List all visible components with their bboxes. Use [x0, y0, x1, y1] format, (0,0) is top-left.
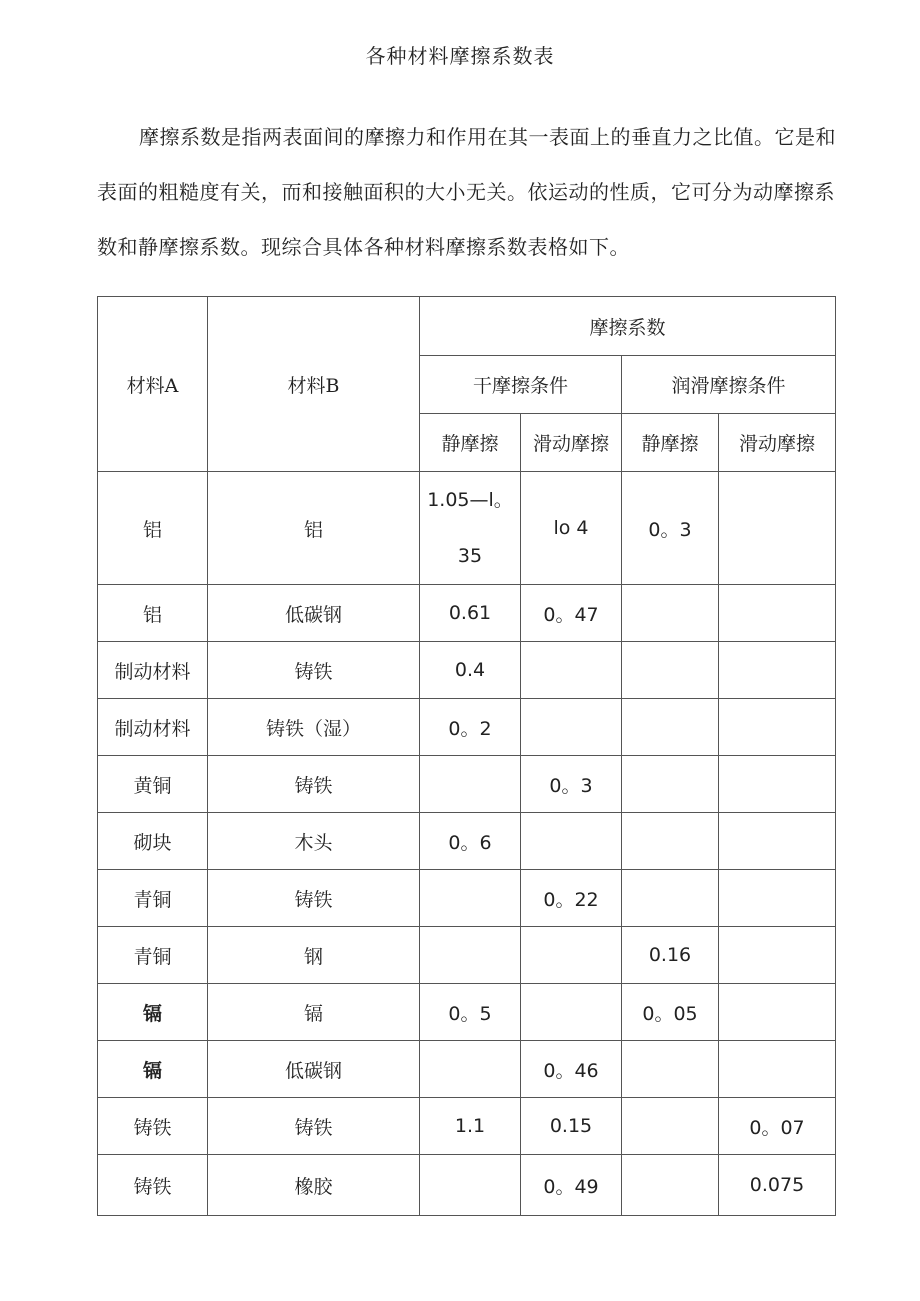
- cell-material-b: 钢: [208, 927, 420, 984]
- cell-dry-sliding: 0。47: [521, 585, 622, 642]
- cell-dry-static: 0。6: [420, 813, 521, 870]
- cell-dry-static: [420, 472, 521, 585]
- cell-dry-sliding: [521, 984, 622, 1041]
- cell-lub-static: [622, 1041, 719, 1098]
- cell-material-a: 铸铁: [98, 1155, 208, 1216]
- cell-lub-sliding: [719, 585, 836, 642]
- cell-material-a: 黄铜: [98, 756, 208, 813]
- cell-lub-sliding: [719, 870, 836, 927]
- cell-material-b: 低碳钢: [208, 585, 420, 642]
- cell-material-b: 铸铁: [208, 870, 420, 927]
- cell-lub-static: [622, 1155, 719, 1216]
- cell-material-b: 铸铁: [208, 1098, 420, 1155]
- table-row: [98, 642, 836, 699]
- cell-lub-static: [622, 642, 719, 699]
- cell-dry-sliding: 0。3: [521, 756, 622, 813]
- table-row: [98, 585, 836, 642]
- cell-material-b: 铸铁: [208, 756, 420, 813]
- header-dry-sliding: 滑动摩擦: [521, 414, 622, 472]
- cell-material-b: 铝: [208, 472, 420, 585]
- table-row: [98, 472, 836, 585]
- cell-dry-static: 0.61: [420, 585, 521, 642]
- cell-lub-static: [622, 699, 719, 756]
- cell-lub-static: [622, 585, 719, 642]
- cell-dry-static: [420, 927, 521, 984]
- cell-material-a: 铸铁: [98, 1098, 208, 1155]
- cell-lub-static: 0。05: [622, 984, 719, 1041]
- header-friction-coefficient: 摩擦系数: [420, 297, 836, 356]
- cell-lub-sliding: [719, 699, 836, 756]
- header-material-a: 材料A: [98, 297, 208, 472]
- cell-lub-sliding: [719, 472, 836, 585]
- cell-lub-sliding: [719, 1041, 836, 1098]
- cell-dry-static: 0.4: [420, 642, 521, 699]
- table-row: [98, 870, 836, 927]
- cell-dry-sliding: 0。49: [521, 1155, 622, 1216]
- cell-dry-static-line-1: 1.05—l。: [427, 489, 513, 511]
- cell-material-a: 青铜: [98, 870, 208, 927]
- cell-dry-sliding: 0。22: [521, 870, 622, 927]
- cell-material-b: 铸铁: [208, 642, 420, 699]
- table-header-row: [98, 297, 836, 356]
- cell-dry-sliding: 0。46: [521, 1041, 622, 1098]
- cell-material-b: 橡胶: [208, 1155, 420, 1216]
- cell-lub-static: [622, 1098, 719, 1155]
- cell-material-a: 砌块: [98, 813, 208, 870]
- table-row: [98, 1041, 836, 1098]
- cell-dry-static: [420, 870, 521, 927]
- cell-lub-sliding: [719, 642, 836, 699]
- document-title: 各种材料摩擦系数表: [365, 44, 555, 68]
- header-lub-sliding: 滑动摩擦: [719, 414, 836, 472]
- friction-table: [97, 296, 836, 1216]
- table-row: [98, 756, 836, 813]
- cell-material-b: 低碳钢: [208, 1041, 420, 1098]
- cell-dry-static: [420, 1155, 521, 1216]
- table-row: [98, 927, 836, 984]
- cell-dry-sliding: [521, 699, 622, 756]
- cell-dry-sliding: 0.15: [521, 1098, 622, 1155]
- cell-dry-static: 0。5: [420, 984, 521, 1041]
- cell-material-a: 镉: [98, 984, 208, 1041]
- cell-lub-sliding: [719, 984, 836, 1041]
- cell-material-a: 镉: [98, 1041, 208, 1098]
- table-row: [98, 1098, 836, 1155]
- cell-material-b: 木头: [208, 813, 420, 870]
- cell-dry-static: [420, 756, 521, 813]
- cell-lub-static: [622, 870, 719, 927]
- cell-dry-static: [420, 1041, 521, 1098]
- cell-lub-static: [622, 756, 719, 813]
- cell-dry-static-line-2: 35: [457, 545, 483, 567]
- table-row: [98, 699, 836, 756]
- header-dry-static: 静摩擦: [420, 414, 521, 472]
- intro-paragraph: 摩擦系数是指两表面间的摩擦力和作用在其一表面上的垂直力之比值。它是和表面的粗糙度有关，而和接触面积的大小无关。依运动的性质，它可分为动摩擦系数和静摩擦系数。现综合具体各种材料摩擦系数表格如下。: [97, 125, 836, 259]
- cell-lub-sliding: [719, 756, 836, 813]
- cell-lub-sliding: [719, 927, 836, 984]
- cell-dry-sliding: [521, 813, 622, 870]
- cell-lub-sliding: 0。07: [719, 1098, 836, 1155]
- cell-dry-static: 0。2: [420, 699, 521, 756]
- header-dry-condition: 干摩擦条件: [420, 356, 622, 414]
- cell-material-b: 铸铁（湿）: [208, 699, 420, 756]
- cell-material-b: 镉: [208, 984, 420, 1041]
- cell-dry-sliding: lo 4: [521, 472, 622, 585]
- cell-lub-static: [622, 813, 719, 870]
- cell-lub-static: 0。3: [622, 472, 719, 585]
- cell-material-a: 制动材料: [98, 699, 208, 756]
- header-lubricated-condition: 润滑摩擦条件: [622, 356, 836, 414]
- cell-dry-static: 1.1: [420, 1098, 521, 1155]
- cell-lub-sliding: [719, 813, 836, 870]
- table-row: [98, 813, 836, 870]
- cell-dry-sliding: [521, 927, 622, 984]
- header-lub-static: 静摩擦: [622, 414, 719, 472]
- table-row: [98, 1155, 836, 1216]
- cell-material-a: 制动材料: [98, 642, 208, 699]
- cell-material-a: 铝: [98, 472, 208, 585]
- cell-lub-sliding: 0.075: [719, 1155, 836, 1216]
- cell-material-a: 青铜: [98, 927, 208, 984]
- cell-material-a: 铝: [98, 585, 208, 642]
- header-material-b: 材料B: [208, 297, 420, 472]
- cell-lub-static: 0.16: [622, 927, 719, 984]
- cell-dry-sliding: [521, 642, 622, 699]
- table-row: [98, 984, 836, 1041]
